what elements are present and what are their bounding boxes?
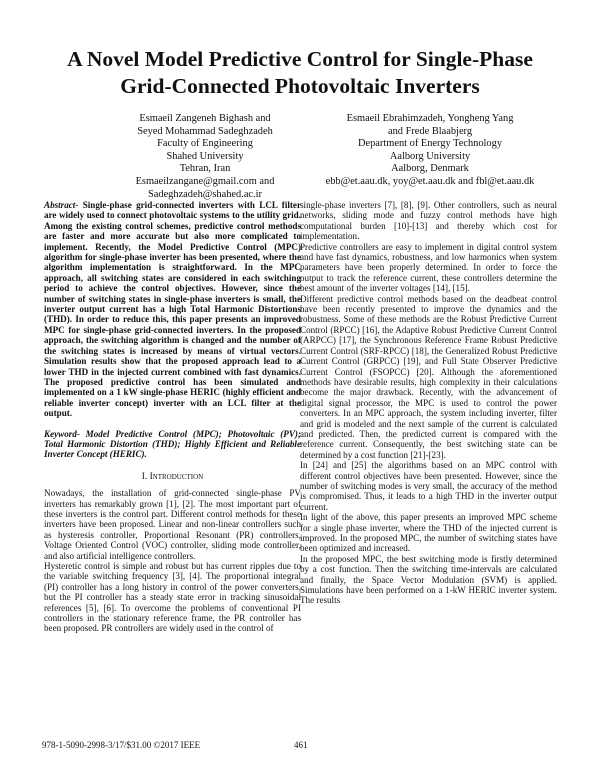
title-line-2: Grid-Connected Photovoltaic Inverters (120, 74, 480, 98)
author-affiliation-dept: Faculty of Engineering (157, 138, 253, 150)
author-emails: Esmaeilzangane@gmail.com and Sadeghzadeh@shahed.ac.ir (135, 175, 275, 200)
author-names-2: Seyed Mohammad Sadeghzadeh (137, 125, 273, 137)
body-paragraph: Predictive controllers are easy to implement in digital control system and have fast dynamics, robustness, and low harmonics when system parameters have been properly determined. In order to force the output to track the reference current, these controllers determine the best amount of the inverter voltages [14], [15]. (300, 241, 557, 294)
author-affiliation-univ: Shahed University (166, 150, 244, 162)
body-paragraph: In [24] and [25] the algorithms based on an MPC control with different control objectives have been presented. However, since the number of switching modes is very small, the accuracy of the method is compromised. Thus, it leads to a high THD in the inverter output current. (300, 460, 557, 512)
keywords (44, 429, 301, 460)
author-block-left (100, 113, 310, 201)
right-column (300, 200, 557, 606)
body-paragraph: Different predictive control methods based on the deadbeat control have been recently presented to improve the dynamics and the robustness. Some of these methods are the Robust Predictive Current Control (RPCC) [16], the Adaptive Robust Predictive Current Control (ARPCC) [17], the Synchronous Reference Frame Robust Predictive Current Control (SRF-RPCC) [18], the Generalized Robust Predictive Current Control (GRPCC) [19], and Full State Observer Predictive Current Control (FSOPCC) [20]. Although the aforementioned methods have desirable results, high complexity in their calculations become the major drawback. Recently, with the advancement of digital signal processor, the MPC is used to control the power converters. In an MPC approach, the system including inverter, filter and grid is modeled and the next sample of the current is calculated and predicted. Then, the predicted current is compared with the reference current. Consequently, the best switching state can be determined by a cost function [21]-[23]. (300, 293, 557, 460)
paper-title (20, 46, 580, 100)
footer-isbn: 978-1-5090-2998-3/17/$31.00 ©2017 IEEE (42, 740, 201, 750)
abstract-text: Single-phase grid-connected inverters with LCL filter are widely used to connect photovoltaic systems to the utility grid. Among the existing control schemes, predictive control methods are faster and more accurate but also more complicated to implement. Recently, the Model Predictive Control (MPC) algorithm for single-phase inverter has been presented, where the algorithm implementation is straightforward. In the MPC approach, all switching states are considered in each switching period to achieve the control objectives. However, since the number of switching states in single-phase inverters is small, the inverter output current has a high Total Harmonic Distortions (THD). In order to reduce this, this paper presents an improved MPC for single-phase grid-connected inverters. In the proposed approach, the switching algorithm is changed and the number of the switching states is increased by means of virtual vectors. Simulation results show that the proposed approach lead to a lower THD in the injected current combined with fast dynamics. The proposed predictive control has been simulated and implemented on a 1 kW single-phase HERIC (highly efficient and reliable inverter concept) inverter with an LCL filter at the output. (44, 200, 301, 419)
keywords-text: Model Predictive Control (MPC); Photovoltaic (PV); Total Harmonic Distortion (THD); Highly Efficient and Reliable Inverter Concept (HERIC). (44, 428, 301, 460)
body-paragraph: single-phase inverters [7], [8], [9]. Other controllers, such as neural networks, sliding mode and fuzzy control methods have high computational burden [10]-[13] and thereby which cost for implementation. (300, 200, 557, 242)
author-block-right (325, 113, 535, 189)
keywords-label: Keyword- (44, 428, 80, 439)
author-names-1: Esmaeil Zangeneh Bighash and (139, 113, 271, 124)
author-affiliation-city: Aalborg, Denmark (391, 163, 469, 175)
section-title: Introduction (149, 471, 204, 482)
abstract-label: Abstract- (44, 200, 79, 210)
body-paragraph: In the proposed MPC, the best switching mode is firstly determined by a cost function. Then the switching time-intervals are calculated and finally, the Space Vector Modulation (SVM) is applied. Simulations have been performed on a 1-kW HERIC inverter system. The results (300, 553, 557, 606)
body-paragraph: In light of the above, this paper presents an improved MPC scheme for a single phase inverter, where the THD of the injected current is improved. In the proposed MPC, the number of switching states have been optimized and increased. (300, 512, 557, 554)
author-affiliation-univ: Aalborg University (389, 150, 471, 162)
author-names-1: Esmaeil Ebrahimzadeh, Yongheng Yang (346, 113, 514, 124)
author-names-2: and Frede Blaabjerg (387, 125, 473, 137)
author-affiliation-city: Tehran, Iran (179, 163, 231, 175)
author-affiliation-dept: Department of Energy Technology (357, 138, 503, 150)
section-number: I. (141, 471, 148, 482)
left-column (44, 200, 301, 634)
body-paragraph: Hysteretic control is simple and robust but has current ripples due to the variable switching frequency [3], [4]. The proportional integral (PI) controller has a long history in control of the power converters, but the PI controller has a steady state error in tracking sinusoidal references [5], [6]. To overcome the problems of conventional PI controllers in the stationary reference frame, the PR controller has been proposed. PR controllers are widely used in the control of (44, 561, 301, 634)
abstract (44, 200, 301, 419)
title-line-1: A Novel Model Predictive Control for Single-Phase (67, 47, 533, 71)
author-emails: ebb@et.aau.dk, yoy@et.aau.dk and fbl@et.aau.dk (325, 175, 535, 187)
page-number: 461 (294, 740, 308, 750)
body-paragraph: Nowadays, the installation of grid-connected single-phase PV inverters has remarkably grown [1], [2]. The most important part of these inverters is the control part. Different control methods for these inverters have been proposed. Linear and non-linear controllers such as hysteresis controller, Proportional Resonant (PR) controllers, Voltage Oriented Control (VOC) controller, sliding mode controller, and also artificial intelligence controllers. (44, 488, 301, 561)
section-heading (44, 472, 301, 482)
